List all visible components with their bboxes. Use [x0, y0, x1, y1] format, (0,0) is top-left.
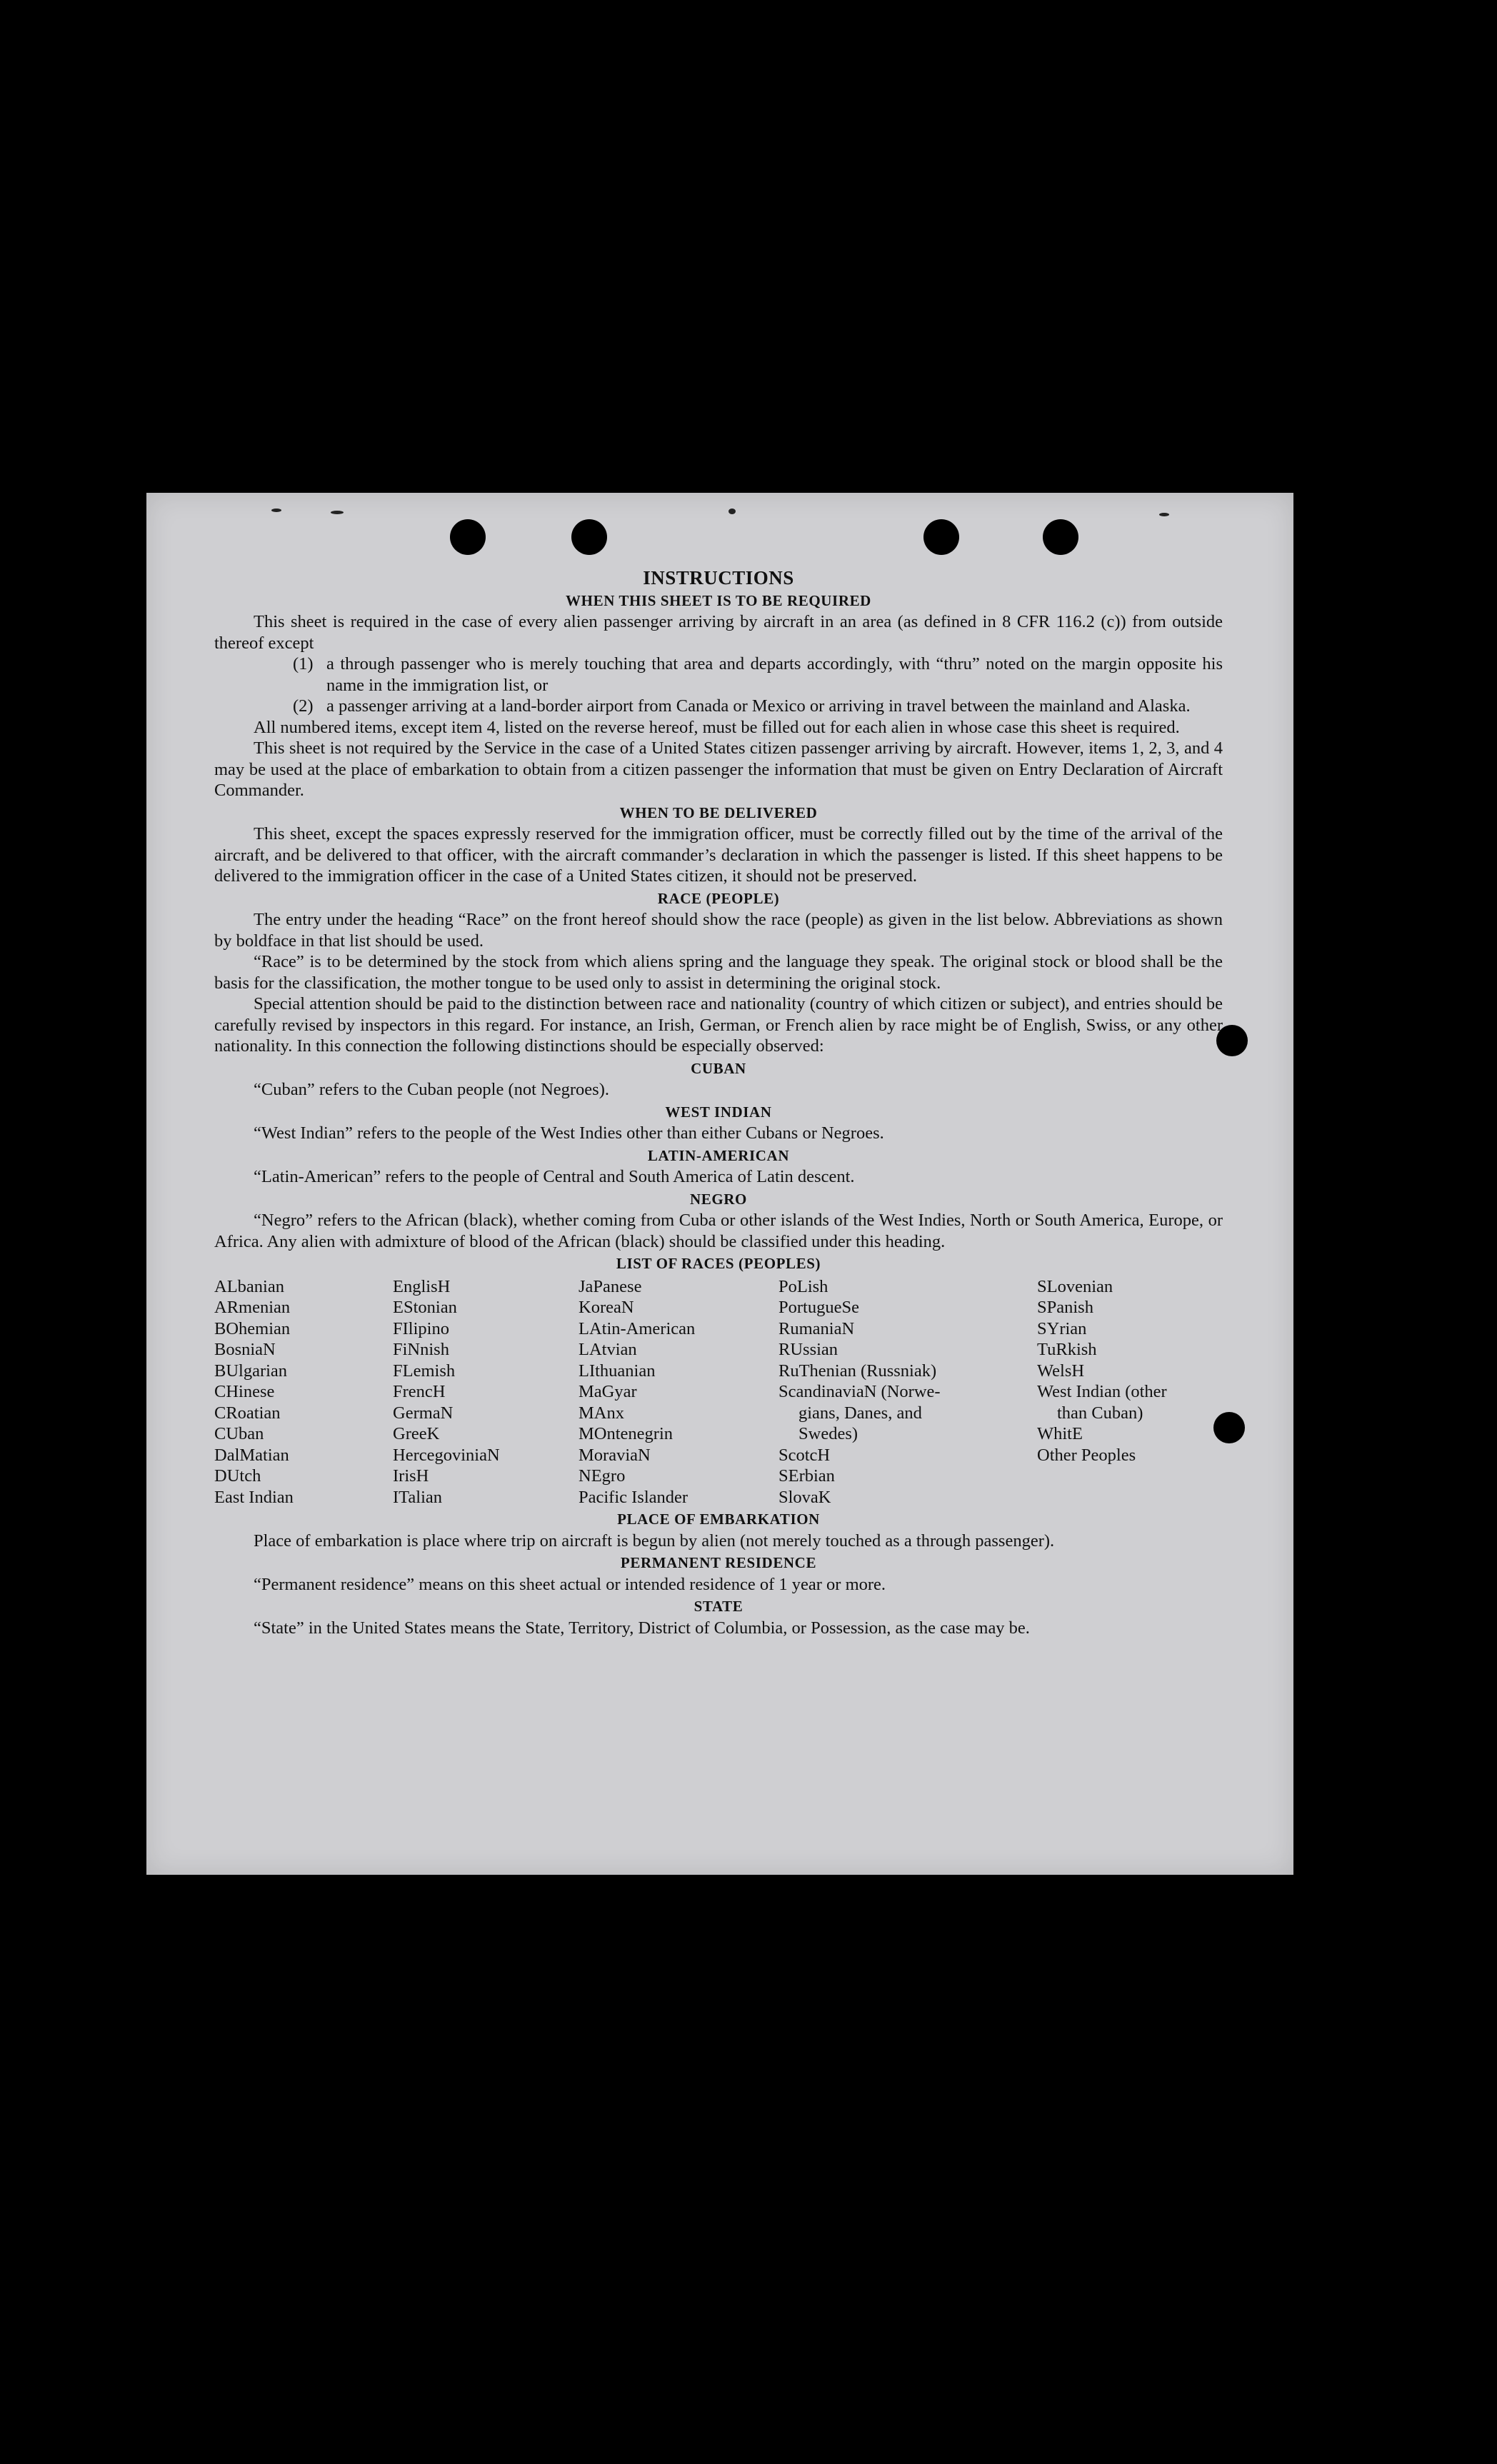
residence-definition: “Permanent residence” means on this sheet actual or intended residence of 1 year or more. — [254, 1574, 886, 1594]
race-entry: NEgro — [579, 1466, 626, 1486]
heading-cuban: CUBAN — [691, 1059, 746, 1077]
race-entry: FiNnish — [393, 1340, 449, 1359]
required-paragraph-2: All numbered items, except item 4, listed on the reverse hereof, must be filled out for each alien in whose case this sheet is required. — [254, 717, 1180, 737]
punch-hole — [1043, 519, 1078, 555]
heading-west-indian: WEST INDIAN — [665, 1103, 772, 1121]
races-column-1 — [214, 1276, 393, 1508]
race-entry: RUssian — [778, 1340, 838, 1359]
race-entry: ITalian — [393, 1487, 443, 1507]
race-entry: HercegoviniaN — [393, 1445, 500, 1465]
race-entry: LAtin-American — [579, 1318, 696, 1338]
race-entry: WhitE — [1037, 1424, 1083, 1443]
heading-place-of-embarkation: PLACE OF EMBARKATION — [617, 1511, 820, 1528]
item-number: (1) — [293, 654, 314, 673]
heading-when-required: WHEN THIS SHEET IS TO BE REQUIRED — [566, 591, 871, 609]
race-entry: than Cuban) — [1057, 1403, 1143, 1423]
race-entry: PoLish — [778, 1276, 828, 1296]
instructions-content — [214, 568, 1223, 1638]
races-list — [214, 1276, 1223, 1508]
item-number: (2) — [293, 696, 314, 716]
race-entry: CHinese — [214, 1382, 275, 1401]
document-title: INSTRUCTIONS — [643, 567, 794, 589]
race-entry: PortugueSe — [778, 1298, 859, 1317]
punch-hole — [571, 519, 607, 555]
race-entry: EnglisH — [393, 1276, 451, 1296]
race-entry: DUtch — [214, 1466, 261, 1486]
embarkation-definition: Place of embarkation is place where trip on aircraft is begun by alien (not merely touched as a through passenger). — [254, 1531, 1055, 1551]
race-entry: FIlipino — [393, 1318, 449, 1338]
delivered-paragraph: This sheet, except the spaces expressly reserved for the immigration officer, must be correctly filled out by the time of the arrival of the aircraft, and be delivered to that officer, with the aircraft commander’s declaration in which the passenger is listed. If this sheet happens to be delivered to the immigration officer in the case of a United States citizen, it should not be preserved. — [214, 824, 1223, 886]
race-entry: Swedes) — [798, 1424, 858, 1443]
race-entry: MOntenegrin — [579, 1424, 673, 1443]
required-paragraph-3: This sheet is not required by the Service in the case of a United States citizen passenger arriving by aircraft. However, items 1, 2, 3, and 4 may be used at the place of embarkation to obtain from a citizen passenger the information that must be given on Entry Declaration of Aircraft Commander. — [214, 738, 1223, 800]
race-entry: GreeK — [393, 1424, 440, 1443]
race-entry: SErbian — [778, 1466, 835, 1486]
speck — [331, 511, 344, 514]
heading-list-of-races: LIST OF RACES (PEOPLES) — [616, 1255, 821, 1272]
race-entry: SYrian — [1037, 1318, 1087, 1338]
race-entry: MaGyar — [579, 1382, 637, 1401]
state-definition: “State” in the United States means the State, Territory, District of Columbia, or Possession, as the case may be. — [254, 1618, 1030, 1638]
punch-hole — [450, 519, 486, 555]
race-entry: FLemish — [393, 1361, 456, 1381]
race-entry: Pacific Islander — [579, 1487, 689, 1507]
race-entry: gians, Danes, and — [798, 1403, 922, 1423]
race-entry: MAnx — [579, 1403, 624, 1423]
races-column-3 — [579, 1276, 778, 1508]
cuban-definition: “Cuban” refers to the Cuban people (not Negroes). — [254, 1080, 609, 1099]
race-entry: DalMatian — [214, 1445, 289, 1465]
speck — [1159, 513, 1169, 516]
race-entry: LAtvian — [579, 1340, 637, 1359]
heading-when-delivered: WHEN TO BE DELIVERED — [619, 803, 818, 821]
required-paragraph-1: This sheet is required in the case of every alien passenger arriving by aircraft in an area (as defined in 8 CFR 116.2 (c)) from outside thereof except — [214, 612, 1223, 653]
speck — [729, 509, 736, 514]
races-column-2 — [393, 1276, 579, 1508]
race-entry: TuRkish — [1037, 1340, 1097, 1359]
west-indian-definition: “West Indian” refers to the people of the West Indies other than either Cubans or Negroes. — [254, 1123, 884, 1143]
speck — [271, 509, 281, 512]
race-entry: RumaniaN — [778, 1318, 855, 1338]
race-entry: JaPanese — [579, 1276, 642, 1296]
race-entry: Other Peoples — [1037, 1445, 1136, 1465]
race-entry: SLovenian — [1037, 1276, 1113, 1296]
race-entry: BosniaN — [214, 1340, 276, 1359]
races-column-5 — [1037, 1276, 1223, 1508]
race-entry: East Indian — [214, 1487, 294, 1507]
heading-latin-american: LATIN-AMERICAN — [647, 1146, 790, 1164]
race-entry: EStonian — [393, 1298, 457, 1317]
race-entry: ScotcH — [778, 1445, 831, 1465]
race-entry: BOhemian — [214, 1318, 291, 1338]
race-entry: CRoatian — [214, 1403, 281, 1423]
item-text: a passenger arriving at a land-border airport from Canada or Mexico or arriving in travel between the mainland and Alaska. — [326, 696, 1191, 716]
race-paragraph-2: “Race” is to be determined by the stock from which aliens spring and the language they speak. The original stock or blood shall be the basis for the classification, the mother tongue to be used only to assist in determining the original stock. — [214, 952, 1223, 993]
heading-negro: NEGRO — [689, 1190, 747, 1208]
race-entry: KoreaN — [579, 1298, 634, 1317]
races-column-4 — [778, 1276, 1037, 1508]
heading-state: STATE — [694, 1598, 744, 1615]
race-entry: IrisH — [393, 1466, 429, 1486]
race-entry: SlovaK — [778, 1487, 831, 1507]
race-entry: CUban — [214, 1424, 264, 1443]
race-paragraph-3: Special attention should be paid to the distinction between race and nationality (country of which citizen or subject), and entries should be carefully revised by inspectors in this regard. For instance, an Irish, German, or French alien by race might be of English, Swiss, or any other nationality. In this connection the following distinctions should be especially observed: — [214, 994, 1223, 1056]
race-entry: WelsH — [1037, 1361, 1085, 1381]
race-entry: SPanish — [1037, 1298, 1093, 1317]
negro-definition: “Negro” refers to the African (black), whether coming from Cuba or other islands of the West Indies, North or South America, Europe, or Africa. Any alien with admixture of blood of the African (black) should be classified under this heading. — [214, 1211, 1223, 1251]
race-entry: West Indian (other — [1037, 1382, 1167, 1401]
instruction-sheet — [146, 493, 1293, 1875]
item-text: a through passenger who is merely touching that area and departs accordingly, with “thru” noted on the margin opposite his name in the immigration list, or — [326, 654, 1223, 695]
race-entry: MoraviaN — [579, 1445, 651, 1465]
race-entry: GermaN — [393, 1403, 454, 1423]
race-entry: ARmenian — [214, 1298, 291, 1317]
race-entry: FrencH — [393, 1382, 446, 1401]
race-entry: RuThenian (Russniak) — [778, 1361, 937, 1381]
heading-race: RACE (PEOPLE) — [657, 889, 780, 907]
race-paragraph-1: The entry under the heading “Race” on the front hereof should show the race (people) as given in the list below. Abbreviations as shown by boldface in that list should be used. — [214, 910, 1223, 951]
race-entry: ALbanian — [214, 1276, 284, 1296]
latin-american-definition: “Latin-American” refers to the people of Central and South America of Latin descent. — [254, 1167, 855, 1186]
heading-permanent-residence: PERMANENT RESIDENCE — [620, 1554, 817, 1571]
exception-item-1 — [214, 653, 1223, 696]
race-entry: BUlgarian — [214, 1361, 288, 1381]
exception-item-2 — [214, 696, 1223, 717]
race-entry: LIthuanian — [579, 1361, 656, 1381]
race-entry: ScandinaviaN (Norwe- — [778, 1382, 941, 1401]
punch-hole — [923, 519, 959, 555]
